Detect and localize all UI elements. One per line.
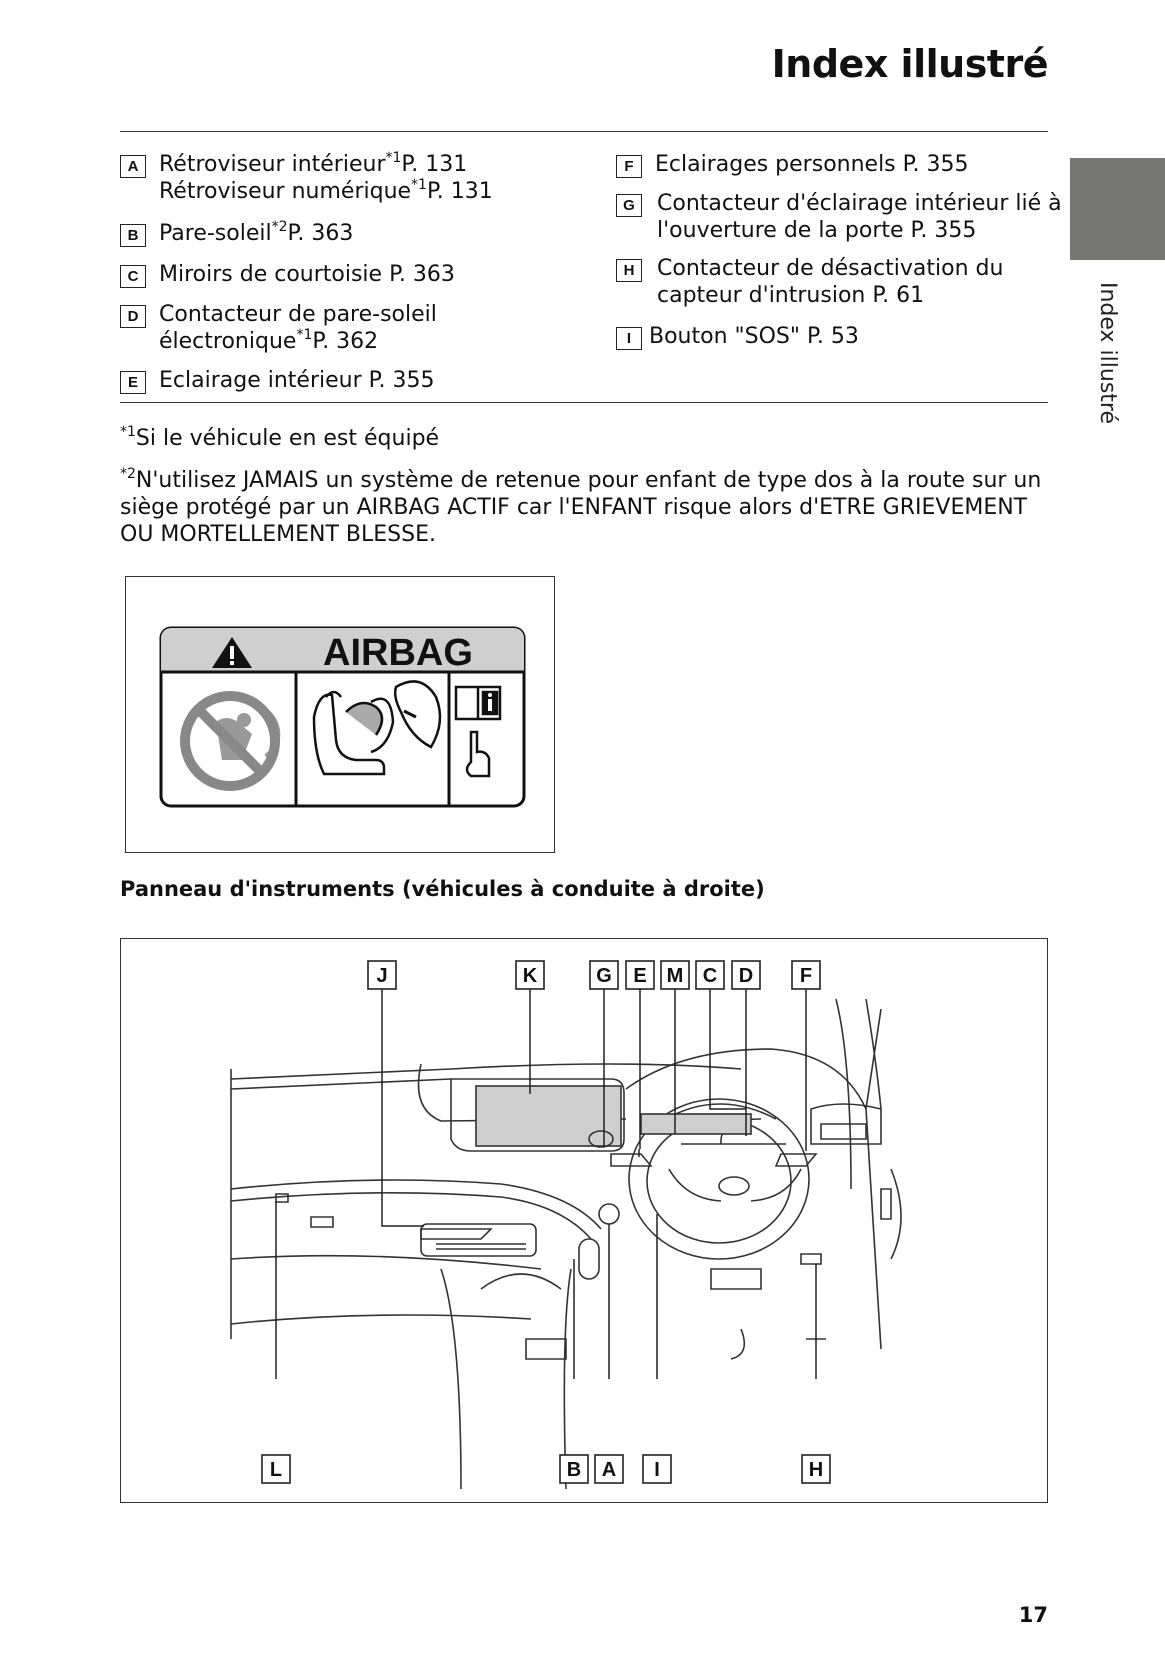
- callout-top-label-d: [732, 961, 760, 989]
- index-item-b[interactable]: [120, 220, 570, 248]
- item-badge: E: [120, 371, 146, 394]
- callout-top-label-k: [516, 961, 544, 989]
- index-item-d[interactable]: [120, 301, 570, 357]
- item-badge: I: [616, 327, 642, 350]
- item-line: Rétroviseur intérieur$^{*1}$P. 131: [159, 150, 468, 177]
- svg-text:F: F: [799, 965, 813, 987]
- side-tab-label: Index illustré: [1095, 282, 1120, 425]
- svg-text:J: J: [376, 965, 388, 987]
- svg-text:G: G: [596, 965, 612, 987]
- side-tab-marker: [1070, 158, 1165, 260]
- callout-bottom-label-a: [595, 1455, 623, 1483]
- svg-text:M: M: [666, 965, 684, 987]
- svg-text:L: L: [269, 1459, 283, 1481]
- item-line: Miroirs de courtoisie P. 363: [159, 262, 455, 287]
- items-rule: [120, 402, 1048, 403]
- item-line: électronique$^{*1}$P. 362: [159, 327, 379, 354]
- airbag-warning-label: [126, 577, 553, 851]
- item-badge: F: [616, 155, 642, 178]
- callout-bottom-label-b: [560, 1455, 588, 1483]
- item-line: Bouton "SOS" P. 53: [649, 324, 859, 349]
- index-item-i[interactable]: [616, 323, 1046, 351]
- airbag-label-frame: [125, 576, 555, 853]
- section-title: Panneau d'instruments (véhicules à conduite à droite): [120, 877, 765, 901]
- item-badge: H: [616, 259, 642, 282]
- index-item-f[interactable]: [616, 151, 1046, 179]
- svg-text:C: C: [702, 965, 718, 987]
- index-item-h[interactable]: [616, 255, 1046, 311]
- svg-text:E: E: [633, 965, 647, 987]
- callout-top-label-m: [661, 961, 689, 989]
- item-line: Contacteur de désactivation du: [657, 256, 1004, 281]
- callout-labels-bottom: [262, 1455, 830, 1483]
- callout-bottom-label-h: [802, 1455, 830, 1483]
- footnote-2: $^{*2}$N'utilisez JAMAIS un système de retenue pour enfant de type dos à la route sur un siège protégé par un AIRBAG ACTIF car l'ENFANT risque alors d'ETRE GRIEVEMENT OU MORTELLEMENT BLESSE.: [120, 466, 1042, 547]
- airbag-heading: AIRBAG: [323, 632, 473, 674]
- item-line: l'ouverture de la porte P. 355: [657, 218, 977, 243]
- svg-text:A: A: [601, 1459, 617, 1481]
- item-badge: D: [120, 305, 146, 328]
- index-item-e[interactable]: [120, 367, 570, 395]
- item-badge: B: [120, 224, 146, 247]
- callout-top-label-f: [792, 961, 820, 989]
- item-line: Eclairage intérieur P. 355: [159, 368, 435, 393]
- dashboard-drawing: [231, 999, 901, 1489]
- item-badge: G: [616, 194, 642, 217]
- svg-text:I: I: [654, 1459, 660, 1481]
- svg-text:B: B: [566, 1459, 582, 1481]
- dashboard-diagram: [121, 939, 1046, 1501]
- callout-top-label-g: [590, 961, 618, 989]
- index-item-c[interactable]: [120, 261, 570, 289]
- item-line: Eclairages personnels P. 355: [655, 152, 969, 177]
- item-line: Rétroviseur numérique$^{*1}$P. 131: [159, 177, 493, 204]
- callout-top-label-e: [626, 961, 654, 989]
- callout-bottom-label-l: [262, 1455, 290, 1483]
- index-item-a[interactable]: [120, 151, 570, 207]
- page-title: Index illustré: [771, 42, 1048, 86]
- index-item-g[interactable]: [616, 190, 1062, 246]
- svg-text:H: H: [808, 1459, 824, 1481]
- dashboard-diagram-frame: [120, 938, 1048, 1503]
- callout-top-label-j: [368, 961, 396, 989]
- callout-bottom-label-i: [643, 1455, 671, 1483]
- page-number: 17: [1018, 1603, 1048, 1627]
- header-rule: [120, 131, 1048, 132]
- item-badge: A: [120, 155, 146, 178]
- item-line: Contacteur d'éclairage intérieur lié à: [657, 191, 1062, 216]
- item-line: Pare-soleil$^{*2}$P. 363: [159, 219, 354, 246]
- callout-labels-top: [368, 961, 820, 989]
- item-line: capteur d'intrusion P. 61: [657, 283, 925, 308]
- item-badge: C: [120, 265, 146, 288]
- svg-text:K: K: [522, 965, 538, 987]
- footnote-1: $^{*1}$Si le véhicule en est équipé: [120, 424, 440, 451]
- item-line: Contacteur de pare-soleil: [159, 302, 437, 327]
- svg-text:D: D: [738, 965, 754, 987]
- callout-top-label-c: [696, 961, 724, 989]
